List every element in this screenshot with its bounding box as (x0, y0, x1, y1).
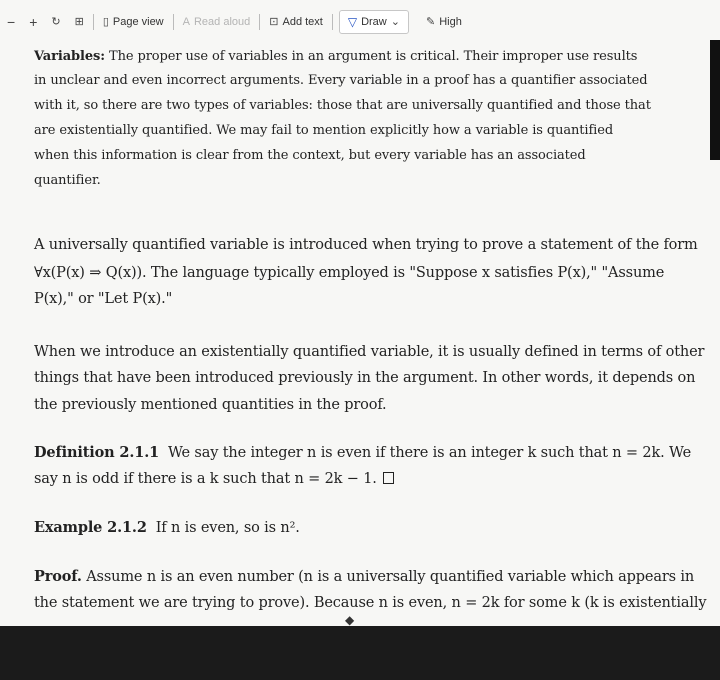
chevron-down-icon[interactable]: ⌄ (390, 15, 400, 28)
scroll-handle[interactable] (710, 40, 720, 160)
page-view-icon: ▯ (102, 15, 109, 28)
draw-button[interactable] (339, 10, 409, 34)
variables-heading: Variables: (34, 49, 105, 64)
draw-icon: ▽ (347, 15, 358, 29)
variables-line-2: in unclear and even incorrect arguments. Every variable in a proof has a quantifier associated (34, 73, 648, 88)
fit-page-button[interactable] (68, 10, 91, 34)
existential-line-1: When we introduce an existentially quantified variable, it is usually defined in terms of other (34, 344, 705, 360)
read-aloud-label: Read aloud (193, 16, 251, 28)
rotate-button[interactable] (44, 10, 67, 34)
variables-line-6: quantifier. (34, 173, 101, 188)
toolbar-divider (173, 14, 174, 30)
definition-text: We say the integer n is even if there is an integer k such that n = 2k. We (167, 445, 692, 461)
variables-line-4: are existentially quantified. We may fail to mention explicitly how a variable is quantified (34, 123, 614, 138)
read-aloud-icon: A (182, 15, 190, 28)
highlight-label: High (439, 16, 462, 28)
example-label: Example 2.1.2 (34, 519, 147, 536)
add-text-label: Add text (282, 16, 323, 28)
example-text: If n is even, so is n². (155, 520, 300, 536)
example-line (34, 515, 720, 541)
fit-page-icon: ⊞ (74, 15, 84, 28)
bottom-bar (0, 626, 720, 680)
definition-line-1 (34, 440, 720, 466)
definition-line-2 (34, 467, 720, 492)
definition-label: Definition 2.1.1 (34, 444, 160, 461)
definition-text-2: say n is odd if there is a k such that n = 2k − 1. (34, 471, 377, 487)
variables-text: The proper use of variables in an argument is critical. Their improper use results (109, 49, 638, 64)
add-text-button[interactable] (262, 10, 330, 34)
toolbar-divider (259, 14, 260, 30)
page-view-label: Page view (112, 16, 164, 28)
proof-text: Assume n is an even number (n is a universally quantified variable which appears in (86, 569, 695, 585)
universal-line-2: ∀x(P(x) ⇒ Q(x)). The language typically employed is "Suppose x satisfies P(x)," "Assume (34, 265, 665, 281)
highlighter-icon: ✎ (425, 15, 436, 28)
existential-line-3: the previously mentioned quantities in the proof. (34, 397, 387, 413)
draw-label: Draw (361, 16, 387, 28)
highlight-button[interactable] (419, 10, 469, 34)
variables-line-3: with it, so there are two types of variables: those that are universally quantified and those that (34, 98, 651, 113)
proof-label: Proof. (34, 568, 82, 585)
plus-icon: + (29, 14, 38, 30)
page-view-button[interactable] (96, 10, 171, 34)
universal-line-1: A universally quantified variable is introduced when trying to prove a statement of the form (34, 237, 698, 253)
minus-icon: − (7, 14, 16, 30)
universal-line-3: P(x)," or "Let P(x)." (34, 291, 173, 307)
cursor-dot-icon: ◆ (345, 613, 355, 626)
variables-line-5: when this information is clear from the context, but every variable has an associated (34, 148, 586, 163)
qed-icon (383, 472, 394, 484)
rotate-icon: ↻ (51, 15, 61, 28)
variables-line-1 (34, 45, 694, 69)
zoom-in-button[interactable] (22, 10, 44, 34)
zoom-out-button[interactable] (0, 10, 22, 34)
proof-line-2: the statement we are trying to prove). Because n is even, n = 2k for some k (k is existentially (34, 595, 707, 611)
existential-line-2: things that have been introduced previously in the argument. In other words, it depends on (34, 370, 696, 386)
read-aloud-button[interactable] (176, 10, 258, 34)
reader-toolbar (0, 0, 720, 44)
proof-line-1 (34, 564, 720, 590)
toolbar-divider (93, 14, 94, 30)
toolbar-divider (332, 14, 333, 30)
add-text-icon: ⊡ (269, 15, 279, 28)
